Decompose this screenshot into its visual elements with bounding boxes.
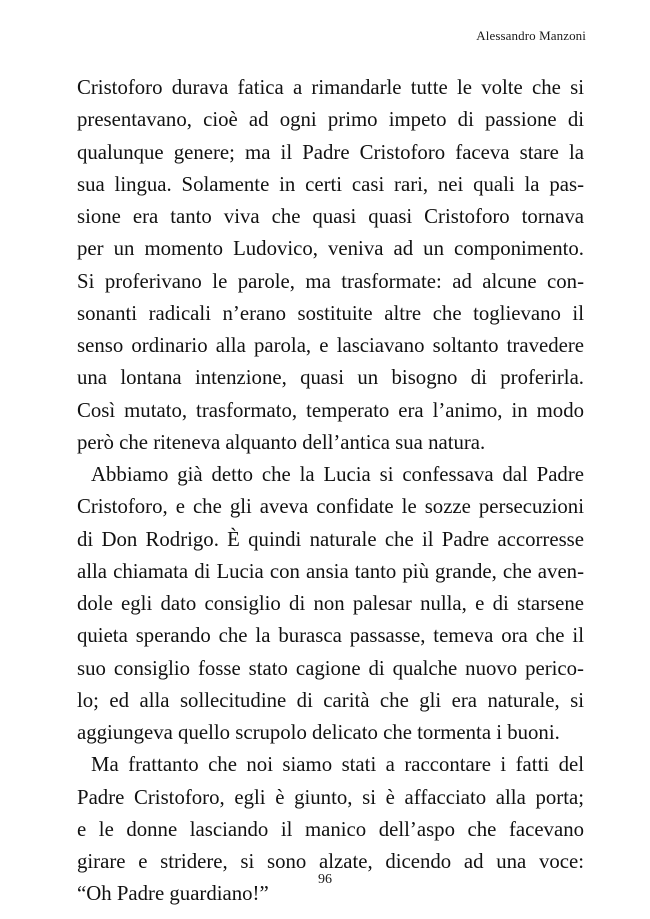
body-text <box>77 72 584 911</box>
text-line: Padre Cristoforo, egli è giunto, si è affacciato alla porta; <box>77 785 584 809</box>
text-line: alla chiamata di Lucia con ansia tanto più grande, che aven- <box>77 559 584 583</box>
paragraph <box>77 459 584 749</box>
text-line: però che riteneva alquanto dell’antica sua natura. <box>77 430 486 454</box>
text-line: sonanti radicali n’erano sostituite altre che toglievano il <box>77 301 584 325</box>
text-line: girare e stridere, si sono alzate, dicendo ad una voce: <box>77 850 584 873</box>
page-number: 96 <box>318 872 332 887</box>
text-line: Ma frattanto che noi siamo stati a raccontare i fatti del <box>91 753 584 777</box>
text-line: Si proferivano le parole, ma trasformate: ad alcune con- <box>77 269 584 293</box>
text-line: una lontana intenzione, quasi un bisogno di proferirla. <box>77 366 584 390</box>
text-line: qualunque genere; ma il Padre Cristoforo faceva stare la <box>77 140 584 164</box>
text-line: Abbiamo già detto che la Lucia si confessava dal Padre <box>91 463 584 486</box>
text-line: Così mutato, trasformato, temperato era l’animo, in modo <box>77 398 584 422</box>
text-line: Cristoforo durava fatica a rimandarle tutte le volte che si <box>77 76 584 99</box>
text-line: “Oh Padre guardiano!” <box>77 882 269 906</box>
paragraph <box>77 72 584 459</box>
running-header-author: Alessandro Manzoni <box>476 28 586 43</box>
text-line: suo consiglio fosse stato cagione di qualche nuovo perico- <box>77 656 584 680</box>
text-line: Cristoforo, e che gli aveva confidate le sozze persecuzioni <box>77 495 584 519</box>
text-line: e le donne lasciando il manico dell’aspo che facevano <box>77 817 584 841</box>
text-line: di Don Rodrigo. È quindi naturale che il Padre accorresse <box>77 527 584 551</box>
text-line: sione era tanto viva che quasi quasi Cristoforo tornava <box>77 205 584 228</box>
text-line: presentavano, cioè ad ogni primo impeto di passione di <box>77 108 584 132</box>
text-line: sua lingua. Solamente in certi casi rari, nei quali la pas- <box>77 172 584 196</box>
text-line: lo; ed alla sollecitudine di carità che gli era naturale, si <box>77 688 584 712</box>
text-line: dole egli dato consiglio di non palesar nulla, e di starsene <box>77 592 584 615</box>
text-line: per un momento Ludovico, veniva ad un componimento. <box>77 237 584 261</box>
text-line: quieta sperando che la burasca passasse, temeva ora che il <box>77 624 584 648</box>
text-line: senso ordinario alla parola, e lasciavano soltanto travedere <box>77 334 584 357</box>
text-line: aggiungeva quello scrupolo delicato che tormenta i buoni. <box>77 721 560 744</box>
